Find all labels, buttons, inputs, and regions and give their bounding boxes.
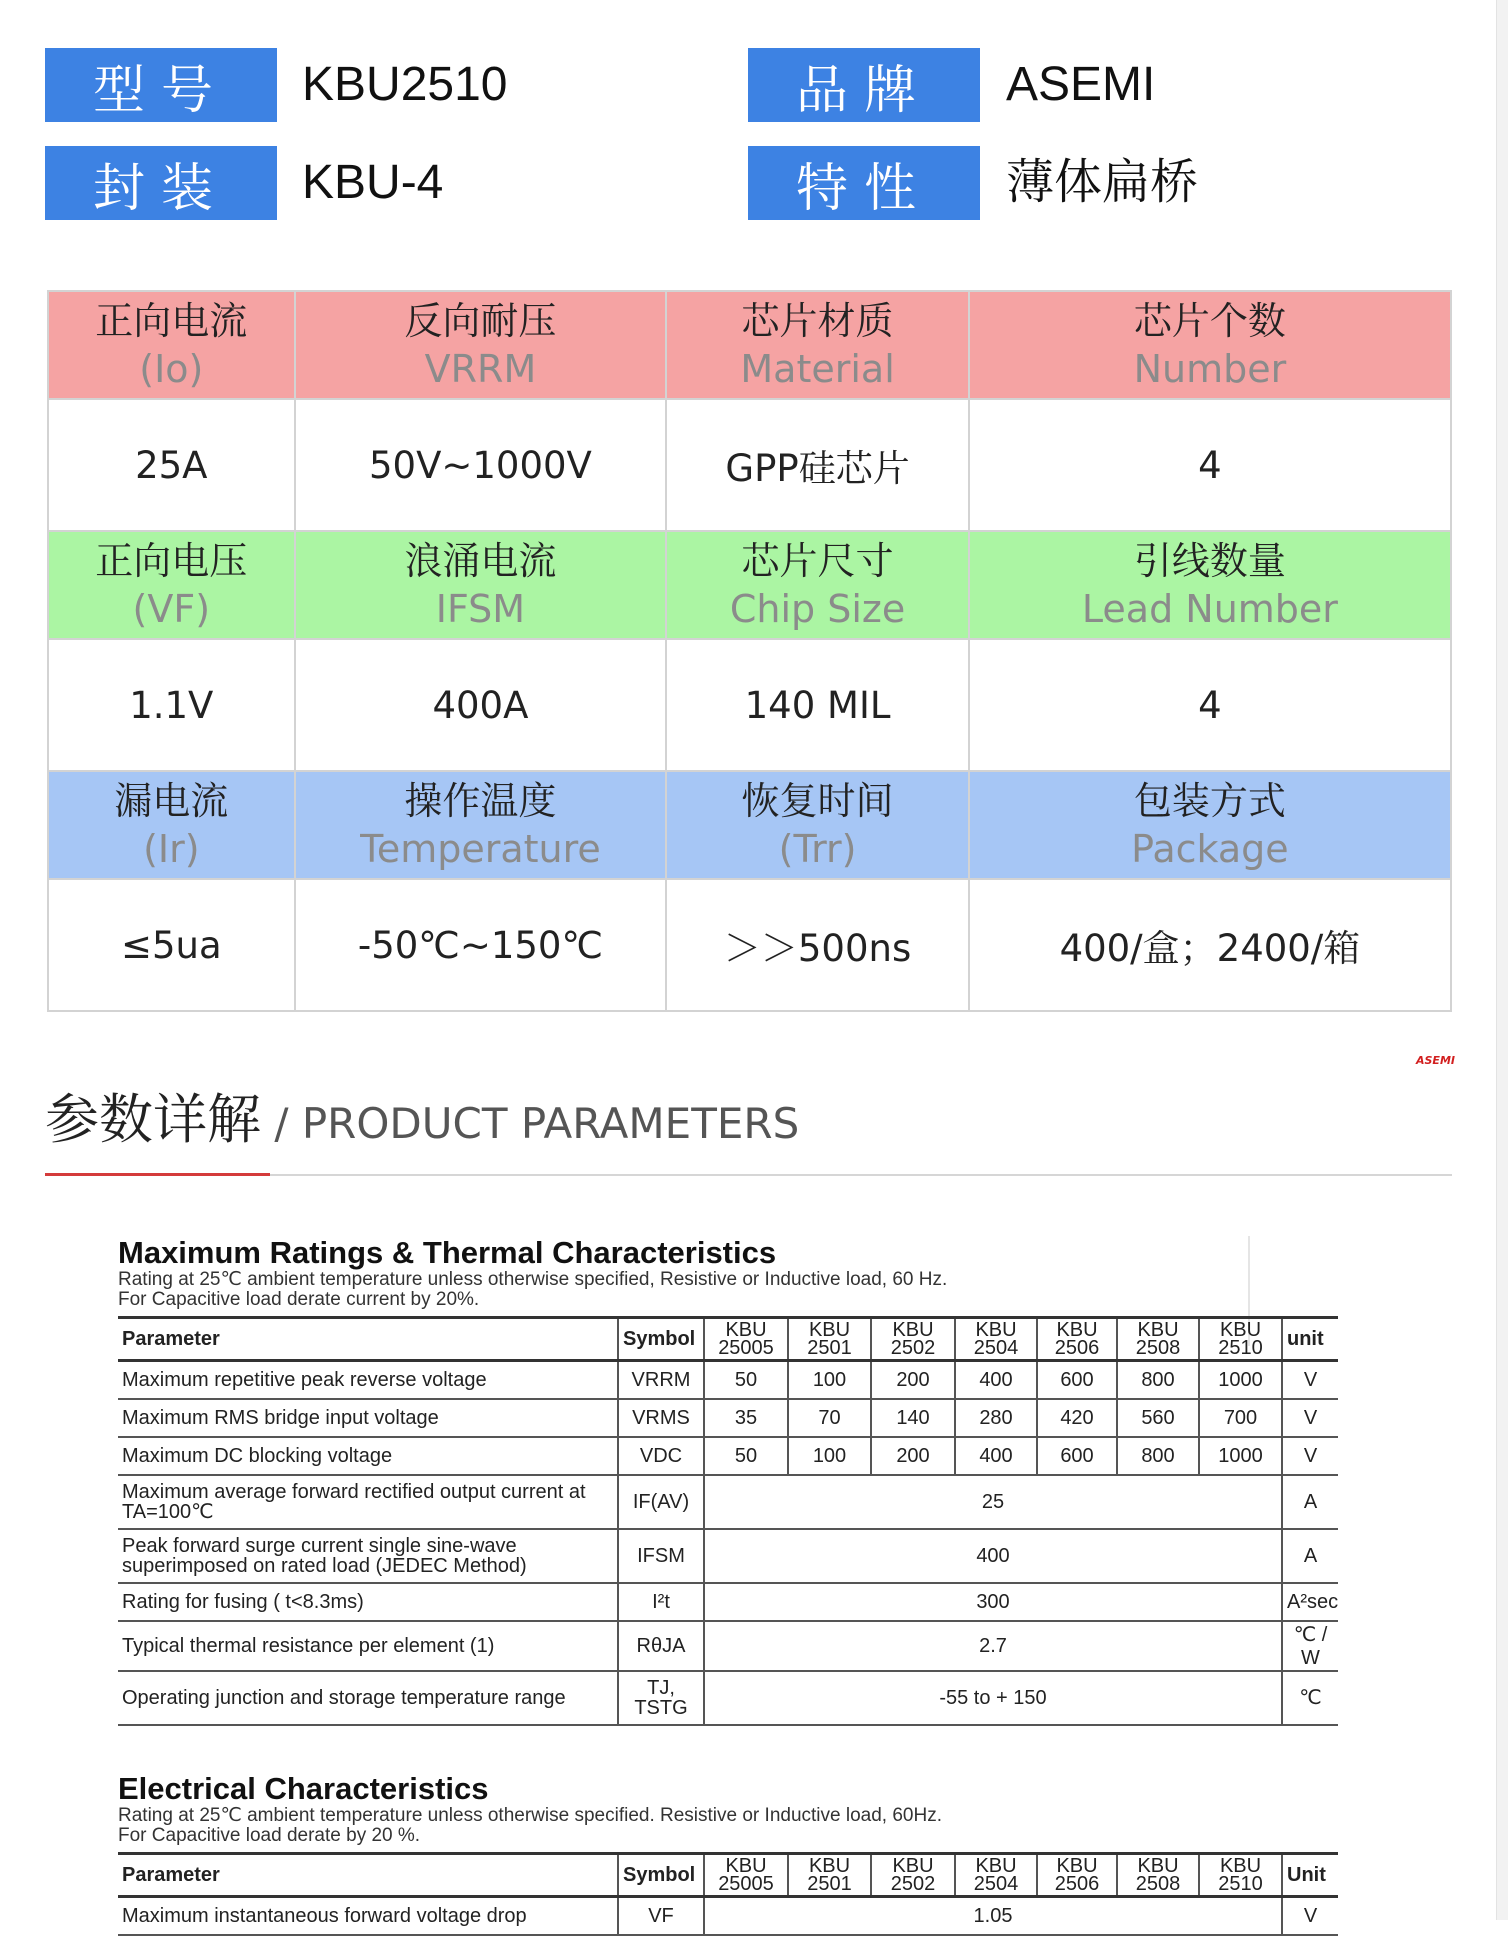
header-model: KBU 2502: [871, 1854, 955, 1897]
row-value: 2.7: [704, 1621, 1282, 1671]
row-symbol: I²t: [618, 1583, 704, 1621]
row-value: 1000: [1199, 1437, 1282, 1475]
summary-value-cell: 4: [969, 399, 1451, 531]
row-value: 300: [704, 1583, 1282, 1621]
summary-value-cell: -50℃~150℃: [295, 879, 667, 1011]
summary-value-cell: 50V~1000V: [295, 399, 667, 531]
max-ratings-note: Rating at 25℃ ambient temperature unless otherwise specified, Resistive or Inductive load, 60 Hz.: [118, 1269, 948, 1290]
header-model: KBU 2506: [1037, 1318, 1117, 1361]
header-model: KBU 2504: [955, 1318, 1037, 1361]
row-unit: A: [1282, 1529, 1338, 1583]
header-model: KBU 2510: [1199, 1318, 1282, 1361]
row-unit: A²sec: [1282, 1583, 1338, 1621]
row-symbol: IF(AV): [618, 1475, 704, 1529]
model-value: KBU2510: [302, 58, 508, 111]
table-row: [118, 1437, 1338, 1475]
row-value: 280: [955, 1399, 1037, 1437]
header-unit: Unit: [1282, 1854, 1338, 1897]
summary-value-cell: ＞＞500ns: [666, 879, 969, 1011]
summary-header-cell: 漏电流 (Ir): [48, 771, 295, 879]
row-unit: V: [1282, 1399, 1338, 1437]
header-model: KBU 2501: [788, 1854, 871, 1897]
row-value: 50: [704, 1437, 788, 1475]
summary-header-cell: 操作温度 Temperature: [295, 771, 667, 879]
feature-value: 薄体扁桥: [1006, 156, 1199, 209]
row-value: 560: [1117, 1399, 1199, 1437]
brand-value: ASEMI: [1006, 58, 1156, 111]
electrical-block: [118, 1772, 1338, 1936]
header-model: KBU 2508: [1117, 1854, 1199, 1897]
row-parameter: Maximum DC blocking voltage: [118, 1437, 618, 1475]
summary-value-cell: 400A: [295, 639, 667, 771]
max-ratings-table: [118, 1316, 1338, 1726]
header-model: KBU 25005: [704, 1318, 788, 1361]
row-value: 1000: [1199, 1361, 1282, 1400]
table-row: [118, 1361, 1338, 1400]
table-row: [118, 1529, 1338, 1583]
summary-header-cell: 恢复时间 (Trr): [666, 771, 969, 879]
model-label-badge: 型号: [45, 48, 277, 122]
row-value: 400: [704, 1529, 1282, 1583]
row-value: 140: [871, 1399, 955, 1437]
summary-value-cell: 4: [969, 639, 1451, 771]
table-header-row: [118, 1318, 1338, 1361]
summary-value-row: [48, 639, 1451, 771]
section-title-en: / PRODUCT PARAMETERS: [261, 1099, 800, 1148]
summary-header-row: [48, 291, 1451, 399]
max-ratings-block: [118, 1236, 1338, 1726]
row-value: 800: [1117, 1437, 1199, 1475]
max-ratings-title: Maximum Ratings & Thermal Characteristics: [118, 1235, 777, 1270]
summary-header-cell: 正向电流 (Io): [48, 291, 295, 399]
electrical-note: For Capacitive load derate by 20 %.: [118, 1825, 421, 1846]
row-symbol: VDC: [618, 1437, 704, 1475]
summary-header-cell: 芯片个数 Number: [969, 291, 1451, 399]
row-unit: ℃: [1282, 1671, 1338, 1725]
section-divider-accent: [45, 1173, 270, 1176]
row-parameter: Maximum average forward rectified output current at TA=100℃: [118, 1475, 618, 1529]
row-value: 35: [704, 1399, 788, 1437]
row-unit: V: [1282, 1361, 1338, 1400]
row-symbol: IFSM: [618, 1529, 704, 1583]
header-parameter: Parameter: [118, 1318, 618, 1361]
row-symbol: VF: [618, 1897, 704, 1936]
summary-header-cell: 芯片材质 Material: [666, 291, 969, 399]
header-model: KBU 25005: [704, 1854, 788, 1897]
row-unit: A: [1282, 1475, 1338, 1529]
row-symbol: VRMS: [618, 1399, 704, 1437]
summary-value-cell: GPP硅芯片: [666, 399, 969, 531]
row-parameter: Maximum repetitive peak reverse voltage: [118, 1361, 618, 1400]
row-unit: V: [1282, 1897, 1338, 1936]
row-parameter: Operating junction and storage temperature range: [118, 1671, 618, 1725]
row-value: 200: [871, 1361, 955, 1400]
electrical-title: Electrical Characteristics: [118, 1771, 489, 1806]
table-row: [118, 1583, 1338, 1621]
row-value: 600: [1037, 1361, 1117, 1400]
row-parameter: Maximum instantaneous forward voltage drop: [118, 1897, 618, 1936]
row-parameter: Rating for fusing ( t<8.3ms): [118, 1583, 618, 1621]
section-title-zh: 参数详解: [45, 1088, 261, 1151]
summary-value-cell: ≤5ua: [48, 879, 295, 1011]
row-parameter: Peak forward surge current single sine-wave superimposed on rated load (JEDEC Method): [118, 1529, 618, 1583]
section-title: [45, 1080, 799, 1160]
table-row: [118, 1399, 1338, 1437]
brand-label-badge: 品牌: [748, 48, 980, 122]
table-row: [118, 1475, 1338, 1529]
summary-value-cell: 1.1V: [48, 639, 295, 771]
row-value: 100: [788, 1437, 871, 1475]
row-parameter: Typical thermal resistance per element (1): [118, 1621, 618, 1671]
electrical-note: Rating at 25℃ ambient temperature unless otherwise specified. Resistive or Inductive load, 60Hz.: [118, 1805, 942, 1826]
summary-header-row: [48, 771, 1451, 879]
row-symbol: RθJA: [618, 1621, 704, 1671]
row-value: 25: [704, 1475, 1282, 1529]
summary-header-row: [48, 531, 1451, 639]
row-symbol: VRRM: [618, 1361, 704, 1400]
scrollbar[interactable]: [1496, 0, 1508, 1920]
feature-label-badge: 特性: [748, 146, 980, 220]
summary-header-cell: 引线数量 Lead Number: [969, 531, 1451, 639]
brand-logo-mark: ASEMI: [1416, 1054, 1455, 1067]
summary-header-cell: 正向电压 (VF): [48, 531, 295, 639]
row-unit: ℃ / W: [1282, 1621, 1338, 1671]
package-value: KBU-4: [302, 156, 444, 209]
table-header-row: [118, 1854, 1338, 1897]
row-value: 800: [1117, 1361, 1199, 1400]
header-unit: unit: [1282, 1318, 1338, 1361]
row-value: 1.05: [704, 1897, 1282, 1936]
row-value: 420: [1037, 1399, 1117, 1437]
row-value: 600: [1037, 1437, 1117, 1475]
row-unit: V: [1282, 1437, 1338, 1475]
row-value: 700: [1199, 1399, 1282, 1437]
row-symbol: TJ, TSTG: [618, 1671, 704, 1725]
max-ratings-note: For Capacitive load derate current by 20%.: [118, 1289, 480, 1310]
summary-header-cell: 反向耐压 VRRM: [295, 291, 667, 399]
summary-value-cell: 400/盒；2400/箱: [969, 879, 1451, 1011]
header-model: KBU 2508: [1117, 1318, 1199, 1361]
header-model: KBU 2504: [955, 1854, 1037, 1897]
summary-header-cell: 包装方式 Package: [969, 771, 1451, 879]
summary-value-row: [48, 879, 1451, 1011]
header-model: KBU 2510: [1199, 1854, 1282, 1897]
summary-header-cell: 芯片尺寸 Chip Size: [666, 531, 969, 639]
header-symbol: Symbol: [618, 1318, 704, 1361]
table-row: [118, 1897, 1338, 1936]
row-value: 400: [955, 1361, 1037, 1400]
summary-value-cell: 140 MIL: [666, 639, 969, 771]
row-value: 50: [704, 1361, 788, 1400]
row-value: 200: [871, 1437, 955, 1475]
header-model: KBU 2506: [1037, 1854, 1117, 1897]
summary-table: [47, 290, 1452, 1012]
header-model: KBU 2502: [871, 1318, 955, 1361]
header-model: KBU 2501: [788, 1318, 871, 1361]
summary-header-cell: 浪涌电流 IFSM: [295, 531, 667, 639]
row-parameter: Maximum RMS bridge input voltage: [118, 1399, 618, 1437]
row-value: 70: [788, 1399, 871, 1437]
package-label-badge: 封装: [45, 146, 277, 220]
electrical-table: [118, 1852, 1338, 1936]
row-value: 400: [955, 1437, 1037, 1475]
table-row: [118, 1621, 1338, 1671]
row-value: -55 to + 150: [704, 1671, 1282, 1725]
header-symbol: Symbol: [618, 1854, 704, 1897]
summary-value-row: [48, 399, 1451, 531]
row-value: 100: [788, 1361, 871, 1400]
header-parameter: Parameter: [118, 1854, 618, 1897]
summary-value-cell: 25A: [48, 399, 295, 531]
table-row: [118, 1671, 1338, 1725]
